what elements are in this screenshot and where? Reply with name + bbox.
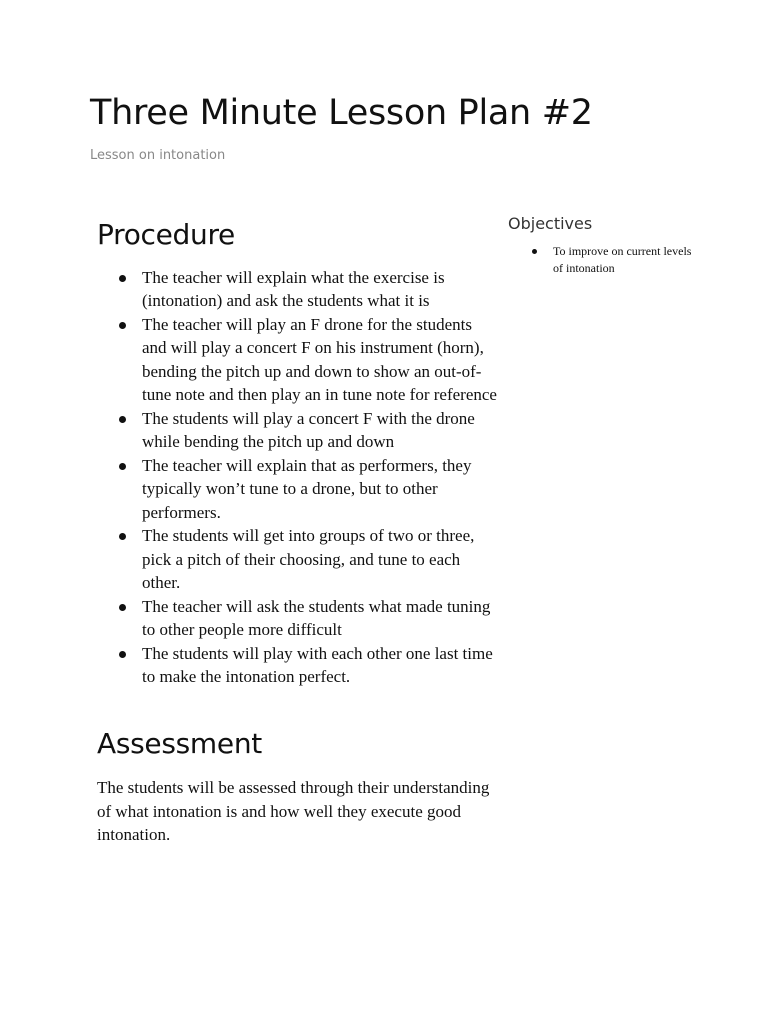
main-column [97, 218, 497, 847]
procedure-item-text: The teacher will play an F drone for the students and will play a concert F on his instrument (horn), bending the pitch up and down to show an out-of-tune note and then play an in tune note for reference [142, 314, 497, 405]
bullet-icon [119, 275, 126, 282]
procedure-item [142, 407, 497, 454]
bullet-icon [119, 322, 126, 329]
procedure-item-text: The students will get into groups of two or three, pick a pitch of their choosing, and tune to each other. [142, 526, 475, 593]
procedure-item [142, 595, 497, 642]
objectives-list [508, 243, 698, 276]
document-title: Three Minute Lesson Plan #2 [90, 93, 593, 133]
procedure-heading: Procedure [97, 218, 235, 251]
procedure-item [142, 454, 497, 525]
bullet-icon [119, 463, 126, 470]
assessment-heading: Assessment [97, 726, 262, 760]
assessment-text: The students will be assessed through their understanding of what intonation is and how well they execute good intonation. [97, 778, 490, 845]
procedure-item [142, 313, 497, 407]
procedure-item [142, 266, 497, 313]
procedure-list [97, 266, 497, 689]
objectives-sidebar [508, 214, 698, 276]
procedure-item-text: The students will play with each other one last time to make the intonation perfect. [142, 643, 493, 687]
document-subtitle: Lesson on intonation [90, 148, 226, 163]
procedure-item [142, 642, 497, 689]
objective-item [553, 243, 698, 276]
bullet-icon [119, 416, 126, 423]
objective-item-text: To improve on current levels of intonation [553, 244, 692, 275]
bullet-icon [119, 533, 126, 540]
procedure-item [142, 524, 497, 595]
bullet-icon [119, 651, 126, 658]
objectives-heading: Objectives [508, 214, 593, 233]
procedure-item-text: The teacher will ask the students what made tuning to other people more difficult [142, 596, 491, 640]
procedure-item-text: The students will play a concert F with the drone while bending the pitch up and down [142, 408, 475, 452]
procedure-item-text: The teacher will explain what the exercise is (intonation) and ask the students what it is [142, 267, 445, 311]
bullet-icon [532, 249, 537, 254]
bullet-icon [119, 604, 126, 611]
procedure-item-text: The teacher will explain that as performers, they typically won’t tune to a drone, but to other performers. [142, 455, 472, 522]
